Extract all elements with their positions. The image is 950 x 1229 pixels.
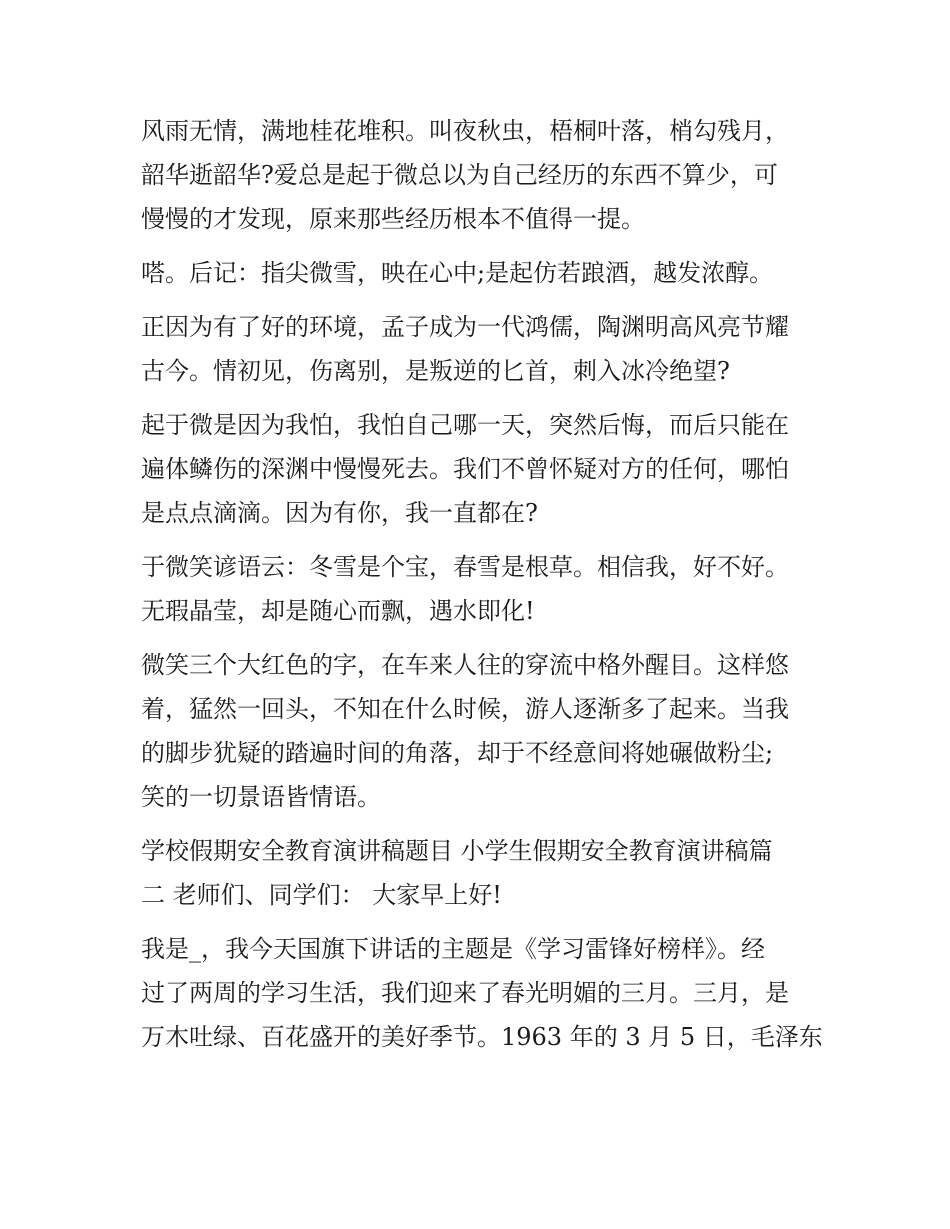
paragraph-gap xyxy=(141,633,821,643)
text-line: 起于微是因为我怕，我怕自己哪一天，突然后悔，而后只能在 xyxy=(141,411,789,439)
text-line: 韶华逝韶华?爱总是起于微总以为自己经历的东西不算少，可 xyxy=(141,161,778,189)
text-line: 是点点滴滴。因为有你，我一直都在? xyxy=(141,499,538,527)
text-line: 无瑕晶莹，却是随心而飘，遇水即化! xyxy=(141,597,535,625)
text-line: 于微笑谚语云：冬雪是个宝，春雪是根草。相信我，好不好。 xyxy=(141,553,789,581)
text-line: 二 老师们、同学们： 大家早上好! xyxy=(141,881,502,909)
text-line: 我是_，我今天国旗下讲话的主题是《学习雷锋好榜样》。经 xyxy=(141,935,765,963)
text-line: 风雨无情，满地桂花堆积。叫夜秋虫，梧桐叶落，梢勾残月， xyxy=(141,117,789,145)
text-line: 笑的一切景语皆情语。 xyxy=(141,783,381,811)
paragraph-gap xyxy=(141,819,821,829)
paragraph-gap xyxy=(141,393,821,403)
text-line: 的脚步犹疑的踏遍时间的角落，却于不经意间将她碾做粉尘; xyxy=(141,739,774,767)
paragraph-gap xyxy=(141,295,821,305)
text-line: 嗒。后记：指尖微雪，映在心中;是起仿若踉酒，越发浓醇。 xyxy=(141,259,774,287)
text-line: 正因为有了好的环境，孟子成为一代鸿儒，陶渊明高风亮节耀 xyxy=(141,313,789,341)
text-line: 万木吐绿、百花盛开的美好季节。1963 年的 3 月 5 日，毛泽东 xyxy=(141,1023,823,1051)
paragraph-gap xyxy=(141,535,821,545)
text-line: 慢慢的才发现，原来那些经历根本不值得一提。 xyxy=(141,205,645,233)
paragraph-gap xyxy=(141,241,821,251)
text-line: 遍体鳞伤的深渊中慢慢死去。我们不曾怀疑对方的任何，哪怕 xyxy=(141,455,789,483)
text-line: 微笑三个大红色的字，在车来人往的穿流中格外醒目。这样悠 xyxy=(141,651,789,679)
text-line: 过了两周的学习生活，我们迎来了春光明媚的三月。三月，是 xyxy=(141,979,789,1007)
text-line: 着，猛然一回头，不知在什么时候，游人逐渐多了起来。当我 xyxy=(141,695,789,723)
text-line: 学校假期安全教育演讲稿题目 小学生假期安全教育演讲稿篇 xyxy=(141,837,773,865)
document-body xyxy=(141,109,821,1059)
text-line: 古今。情初见，伤离别，是叛逆的匕首，刺入冰冷绝望? xyxy=(141,357,730,385)
paragraph-gap xyxy=(141,917,821,927)
